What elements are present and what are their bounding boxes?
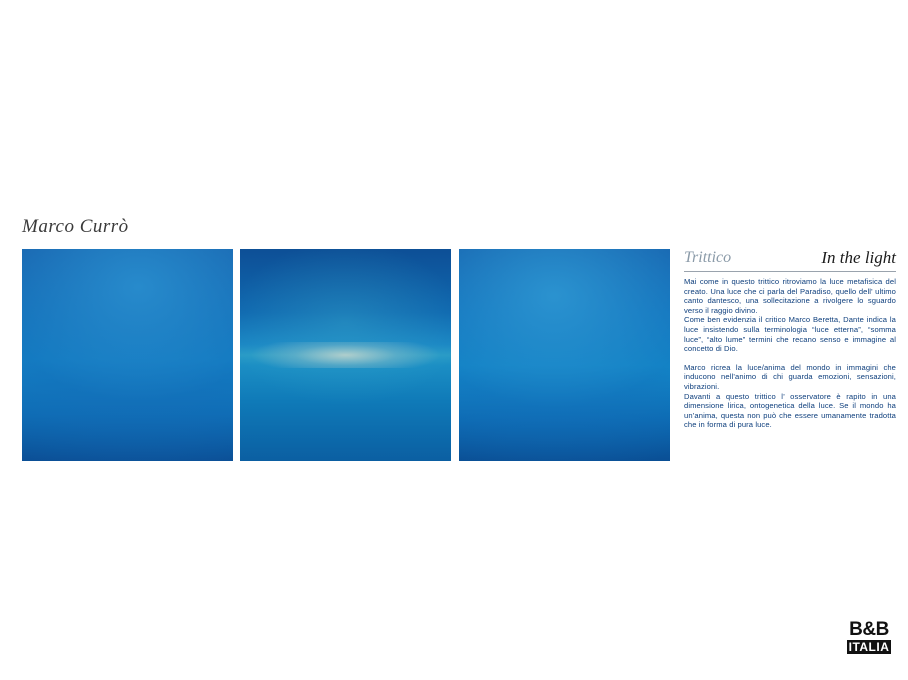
caption-paragraph-4: Davanti a questo trittico l’ osservatore è rapito in una dimensione lirica, ontogenetica della luce. Se il mondo ha un’anima, questa non può che essere umanamente tradotta che in forma di pura luce. bbox=[684, 391, 896, 430]
artwork-panel-left bbox=[22, 249, 233, 461]
caption-title-english: In the light bbox=[821, 248, 896, 267]
blue-gradient-panel-left-image bbox=[22, 249, 233, 461]
logo-wordmark-bottom: ITALIA bbox=[848, 640, 890, 654]
caption-title-row bbox=[684, 249, 896, 272]
logo-wordmark-top: B&B bbox=[849, 619, 889, 640]
caption-paragraph-3: Marco ricrea la luce/anima del mondo in immagini che inducono nell’animo di chi guarda emozioni, sensazioni, vibrazioni. bbox=[684, 362, 896, 391]
caption-body bbox=[684, 277, 896, 430]
artist-name: Marco Currò bbox=[22, 216, 129, 237]
blue-horizon-panel-center-image bbox=[240, 249, 451, 461]
caption-title-italian: Trittico bbox=[684, 249, 732, 266]
artwork-panel-right bbox=[459, 249, 670, 461]
caption-column bbox=[684, 249, 896, 430]
artwork-panel-center bbox=[240, 249, 451, 461]
caption-paragraph-2: Come ben evidenzia il critico Marco Beretta, Dante indica la luce insistendo sulla terminologia “luce etterna”, “somma luce”, “alto lume” termini che recano senso e immagine al concetto di Dio. bbox=[684, 315, 896, 354]
blue-gradient-panel-right-image bbox=[459, 249, 670, 461]
caption-paragraph-1: Mai come in questo trittico ritroviamo la luce metafisica del creato. Una luce che ci parla del Paradiso, quello dell' ultimo canto dantesco, una sollecitazione a rivolgere lo sguardo verso il raggio divino. bbox=[684, 277, 896, 315]
bb-italia-logo bbox=[847, 620, 891, 654]
